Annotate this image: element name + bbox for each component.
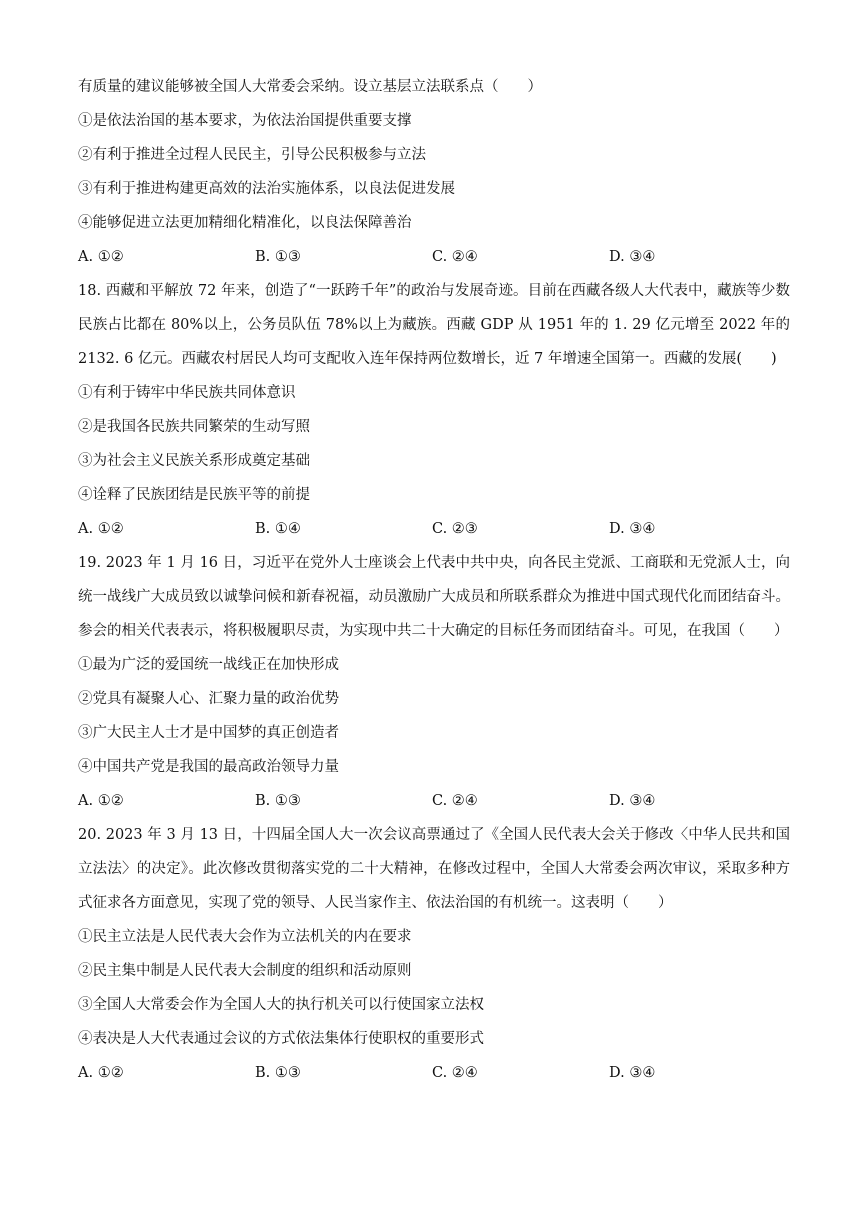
- option-a: A. ①②: [78, 1065, 124, 1081]
- statement-3: ③广大民主人士才是中国梦的真正创造者: [78, 725, 339, 741]
- statement-3: ③为社会主义民族关系形成奠定基础: [78, 453, 310, 469]
- question-19: [78, 546, 790, 818]
- statement-2: ②是我国各民族共同繁荣的生动写照: [78, 419, 310, 435]
- answer-options: [78, 240, 790, 274]
- option-c: C. ②④: [432, 793, 478, 809]
- statement-4: ④能够促进立法更加精细化精准化，以良法保障善治: [78, 215, 412, 231]
- question-18: [78, 274, 790, 546]
- option-b: B. ①④: [255, 521, 301, 537]
- statement-1: ①是依法治国的基本要求，为依法治国提供重要支撑: [78, 113, 412, 129]
- question-stem: 有质量的建议能够被全国人大常委会采纳。设立基层立法联系点（ ）: [78, 79, 542, 95]
- option-b: B. ①③: [255, 249, 301, 265]
- statement-2: ②民主集中制是人民代表大会制度的组织和活动原则: [78, 963, 412, 979]
- option-c: C. ②④: [432, 249, 478, 265]
- statement-1: ①民主立法是人民代表大会作为立法机关的内在要求: [78, 929, 412, 945]
- option-d: D. ③④: [609, 521, 656, 537]
- question-stem: 19. 2023 年 1 月 16 日，习近平在党外人士座谈会上代表中共中央，向各民主党派、工商联和无党派人士，向统一战线广大成员致以诚挚问候和新春祝福，动员激励广大成员和所联系群众为推进中国式现代化而团结奋斗。参会的相关代表表示，将积极履职尽责，为实现中共二十大确定的目标任务而团结奋斗。可见，在我国（ ）: [78, 555, 790, 639]
- statement-3: ③全国人大常委会作为全国人大的执行机关可以行使国家立法权: [78, 997, 484, 1013]
- option-b: B. ①③: [255, 1065, 301, 1081]
- question-17: [78, 70, 790, 274]
- option-b: B. ①③: [255, 793, 301, 809]
- option-a: A. ①②: [78, 793, 124, 809]
- statement-4: ④中国共产党是我国的最高政治领导力量: [78, 759, 339, 775]
- statement-4: ④诠释了民族团结是民族平等的前提: [78, 487, 310, 503]
- exam-page: [78, 70, 790, 1090]
- statement-2: ②有利于推进全过程人民民主，引导公民积极参与立法: [78, 147, 426, 163]
- option-c: C. ②③: [432, 521, 478, 537]
- question-stem: 18. 西藏和平解放 72 年来，创造了“一跃跨千年”的政治与发展奇迹。目前在西藏各级人大代表中，藏族等少数民族占比都在 80%以上，公务员队伍 78%以上为藏族。西藏 GDP 从 1951 年的 1. 29 亿元增至 2022 年的 2132. 6 亿元。西藏农村居民人均可支配收入连年保持两位数增长，近 7 年增速全国第一。西藏的发展( ): [78, 283, 790, 367]
- answer-options: [78, 784, 790, 818]
- answer-options: [78, 1056, 790, 1090]
- question-stem: 20. 2023 年 3 月 13 日，十四届全国人大一次会议高票通过了《全国人民代表大会关于修改〈中华人民共和国立法法〉的决定》。此次修改贯彻落实党的二十大精神，在修改过程中，全国人大常委会两次审议，采取多种方式征求各方面意见，实现了党的领导、人民当家作主、依法治国的有机统一。这表明（ ）: [78, 827, 790, 911]
- statement-2: ②党具有凝聚人心、汇聚力量的政治优势: [78, 691, 339, 707]
- option-c: C. ②④: [432, 1065, 478, 1081]
- option-d: D. ③④: [609, 793, 656, 809]
- statement-4: ④表决是人大代表通过会议的方式依法集体行使职权的重要形式: [78, 1031, 484, 1047]
- option-a: A. ①②: [78, 249, 124, 265]
- statement-1: ①最为广泛的爱国统一战线正在加快形成: [78, 657, 339, 673]
- statement-1: ①有利于铸牢中华民族共同体意识: [78, 385, 296, 401]
- option-d: D. ③④: [609, 249, 656, 265]
- question-20: [78, 818, 790, 1090]
- statement-3: ③有利于推进构建更高效的法治实施体系，以良法促进发展: [78, 181, 455, 197]
- answer-options: [78, 512, 790, 546]
- option-d: D. ③④: [609, 1065, 656, 1081]
- option-a: A. ①②: [78, 521, 124, 537]
